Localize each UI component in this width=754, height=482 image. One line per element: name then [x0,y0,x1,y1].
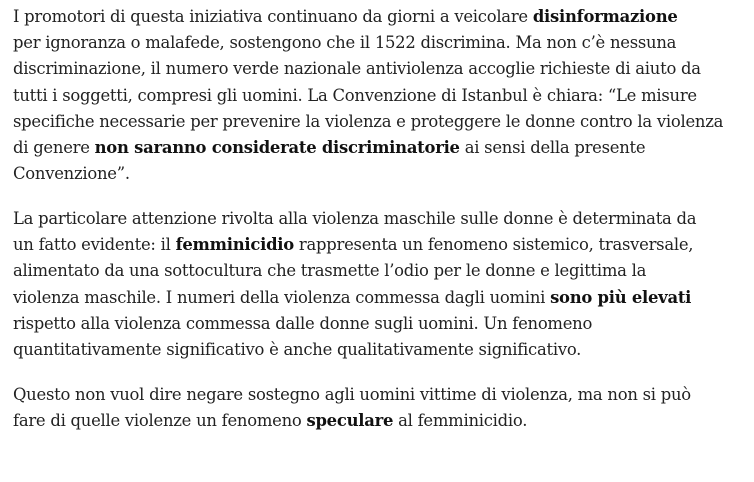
text-run: fare di quelle violenze un fenomeno [13,410,307,430]
text-run: I promotori di questa iniziativa continuano da giorni a veicolare [13,7,533,26]
text-line [13,258,749,284]
text-run: violenza maschile. I numeri della violenza commessa dagli uomini [13,287,551,307]
bold-phrase: non saranno considerate discriminatorie [94,138,460,158]
text-line [13,232,749,258]
paragraph-3 [13,382,749,434]
text-run: di genere [13,138,95,158]
bold-phrase: speculare [306,410,394,430]
text-line [13,109,749,135]
text-run: rappresenta un fenomeno sistemico, trasversale, [293,235,694,255]
text-run: tutti i soggetti, compresi gli uomini. La Convenzione di Istanbul è chiara: “Le misure [13,85,697,105]
paragraph-2 [13,206,749,363]
text-run: rispetto alla violenza commessa dalle donne sugli uomini. Un fenomeno [13,313,593,333]
bold-phrase: disinformazione [532,7,678,26]
bold-phrase: sono più elevati [550,287,692,307]
text-run: Questo non vuol dire negare sostegno agli uomini vittime di violenza, ma non si può [13,384,691,404]
text-line [13,285,749,311]
text-run: quantitativamente significativo è anche qualitativamente significativo. [13,339,582,359]
text-line [13,30,749,56]
text-line [13,311,749,337]
text-run: Convenzione”. [13,164,130,184]
text-run: specifiche necessarie per prevenire la violenza e proteggere le donne contro la violenza [13,111,724,131]
text-line [13,161,749,187]
text-line [13,135,749,161]
text-run: alimentato da una sottocultura che trasmette l’odio per le donne e legittima la [13,261,647,281]
text-line [13,4,749,30]
text-run: La particolare attenzione rivolta alla violenza maschile sulle donne è determinata da [13,208,697,228]
text-line [13,56,749,82]
article-body [13,4,749,453]
bold-phrase: femminicidio [175,235,294,255]
text-run: un fatto evidente: il [13,235,176,255]
text-line [13,382,749,408]
paragraph-1 [13,4,749,187]
text-line [13,83,749,109]
text-run: per ignoranza o malafede, sostengono che il 1522 discrimina. Ma non c’è nessuna [13,33,677,53]
text-run: ai sensi della presente [459,138,646,158]
text-run: discriminazione, il numero verde nazionale antiviolenza accoglie richieste di aiuto da [13,59,701,79]
text-line [13,337,749,363]
text-line [13,206,749,232]
text-line [13,408,749,434]
text-run: al femminicidio. [393,410,528,430]
